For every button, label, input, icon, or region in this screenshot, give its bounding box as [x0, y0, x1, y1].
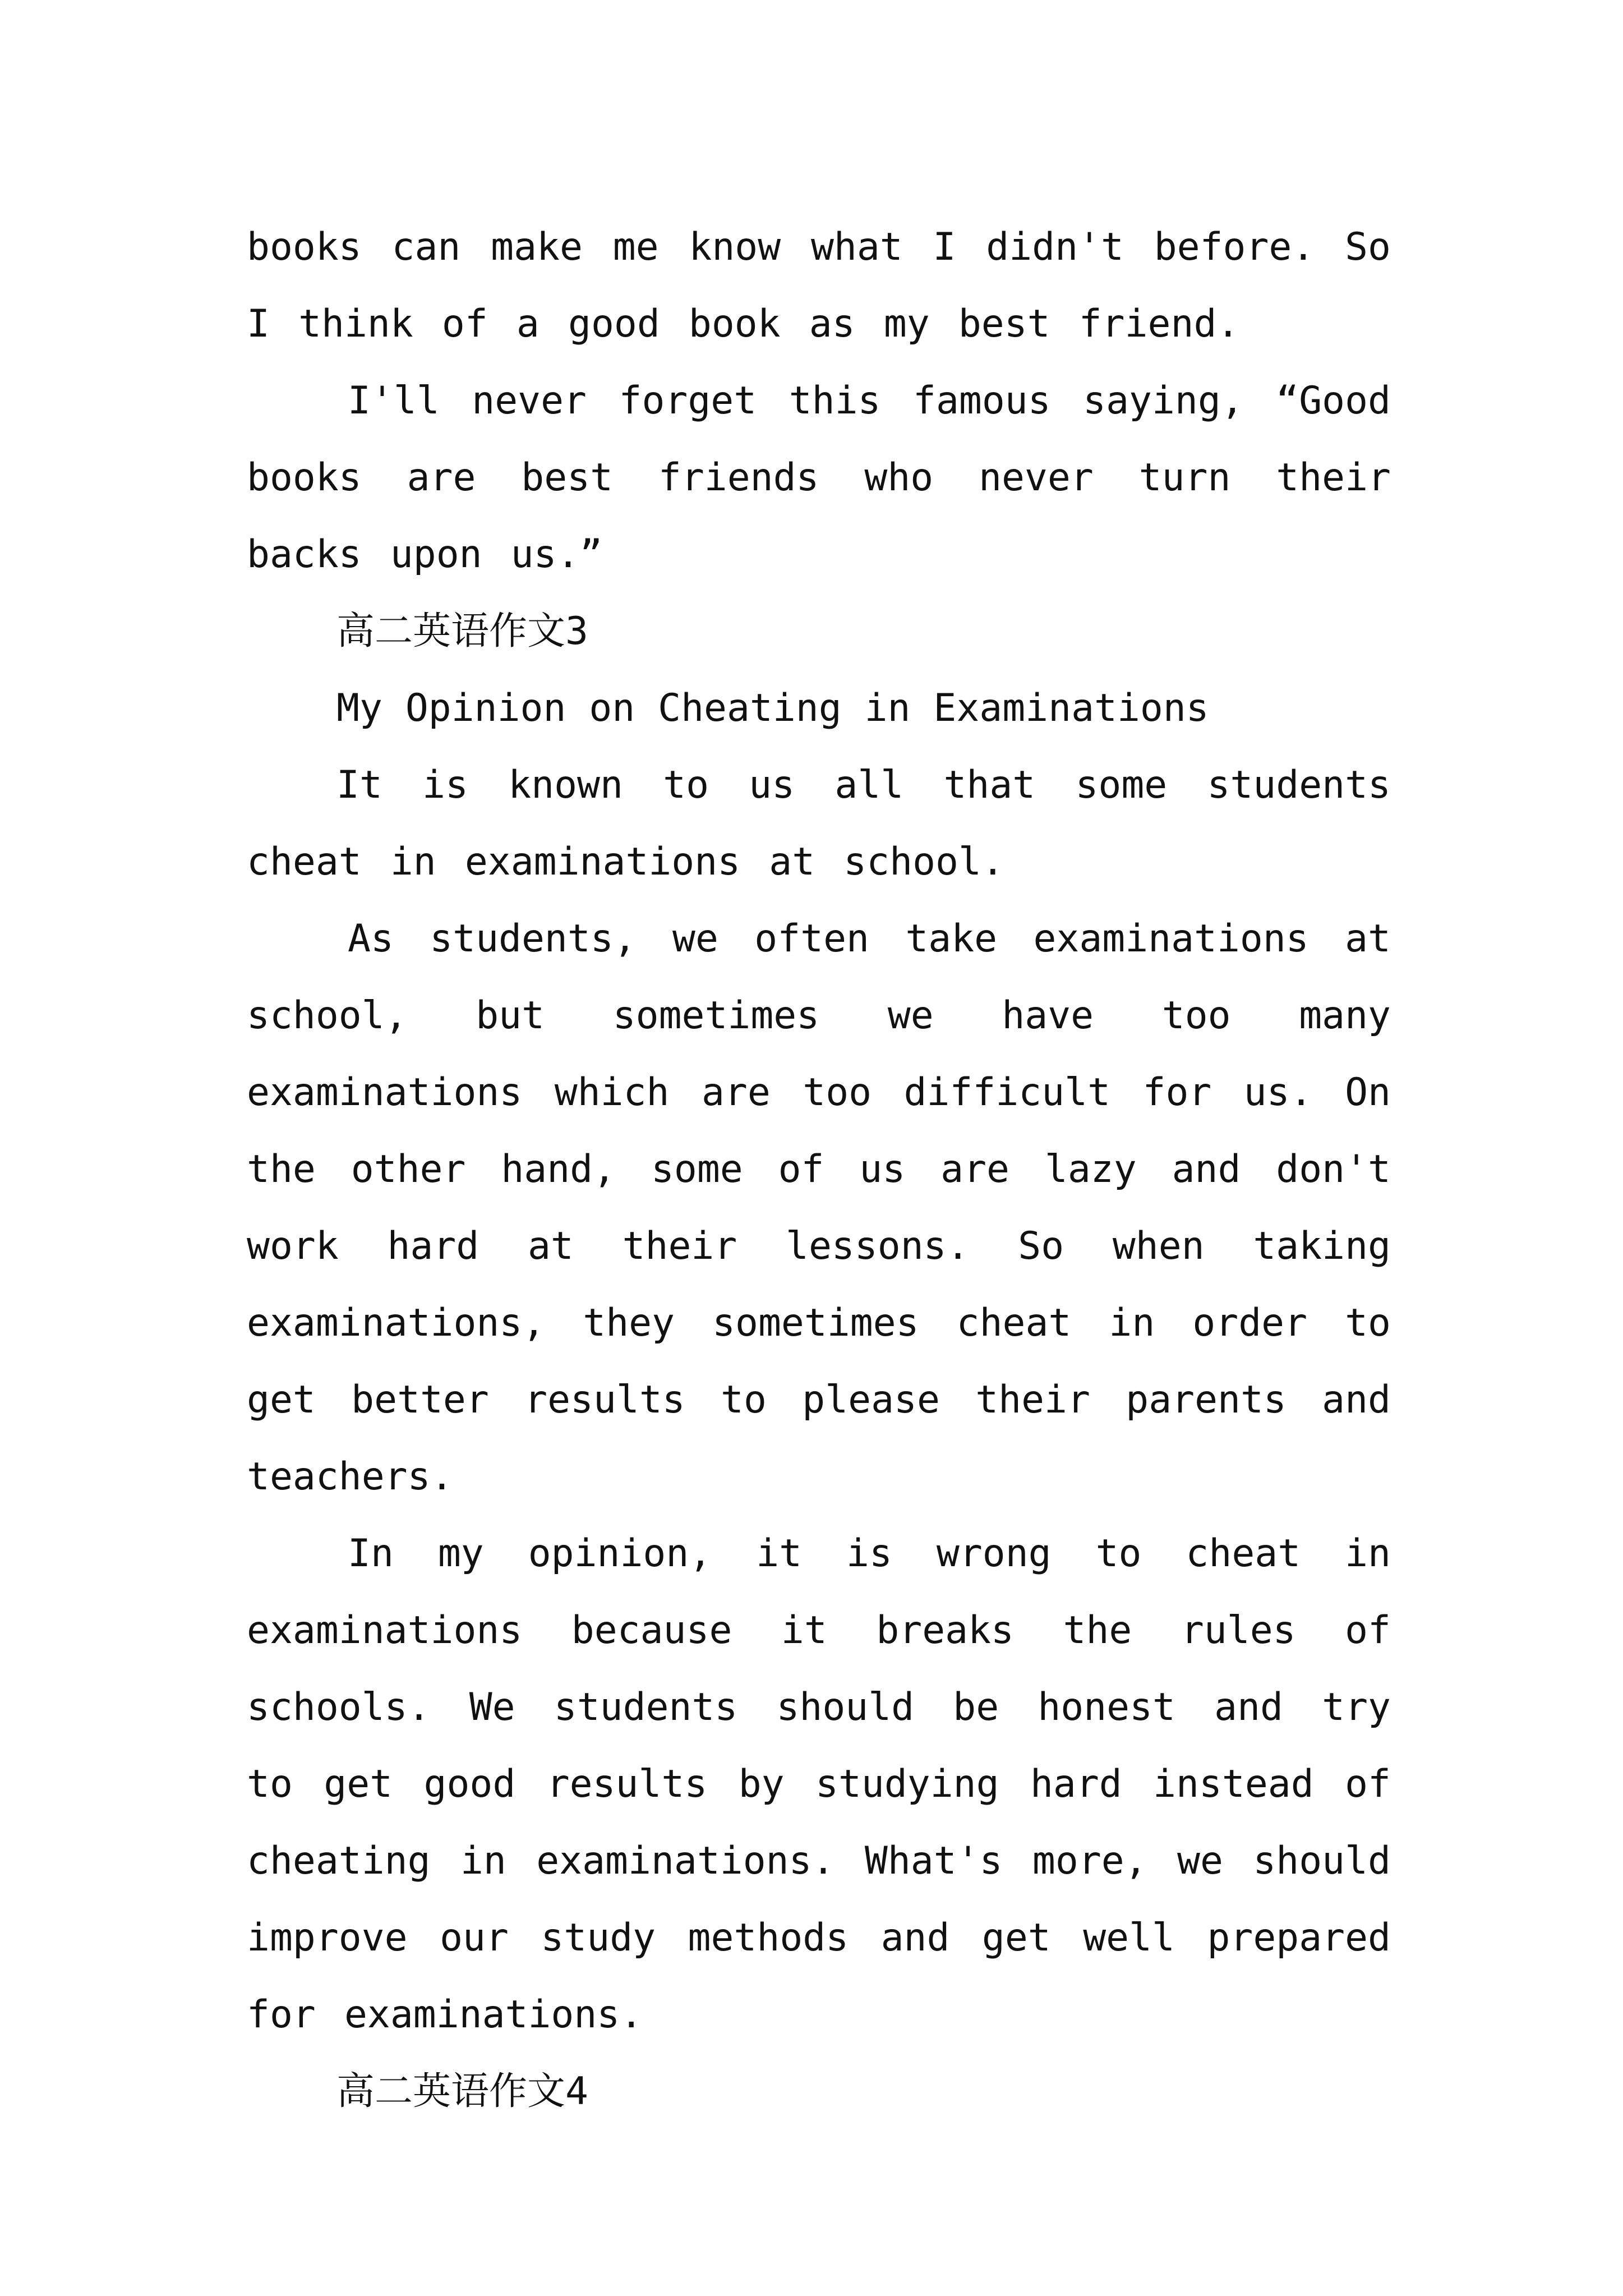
paragraph-reasons: As students, we often take examinations at school, but sometimes we have too many examinations which are too difficult for us. On the other hand, some of us are lazy and don't work hard at their lessons. So when taking examinations, they sometimes cheat in order to get better results to please their parents and teachers.: [247, 917, 1391, 1499]
paragraph-intro: It is known to us all that some students cheat in examinations at school.: [247, 763, 1391, 884]
essay-heading-4: 高二英语作文4: [336, 2069, 588, 2114]
paragraph-books-friend: books can make me know what I didn't before. So I think of a good book as my best friend.: [247, 225, 1391, 346]
document-body: [247, 209, 1391, 2130]
paragraph-opinion: In my opinion, it is wrong to cheat in examinations because it breaks the rules of schools. We students should be honest and try to get good results by studying hard instead of cheating in examinations. What's more, we should improve our study methods and get well prepared for examinations.: [247, 1531, 1391, 2037]
essay-title: My Opinion on Cheating in Examinations: [336, 686, 1209, 730]
essay-heading-3: 高二英语作文3: [336, 609, 588, 654]
paragraph-famous-saying: I'll never forget this famous saying, “Good books are best friends who never turn their backs upon us.”: [247, 379, 1391, 577]
